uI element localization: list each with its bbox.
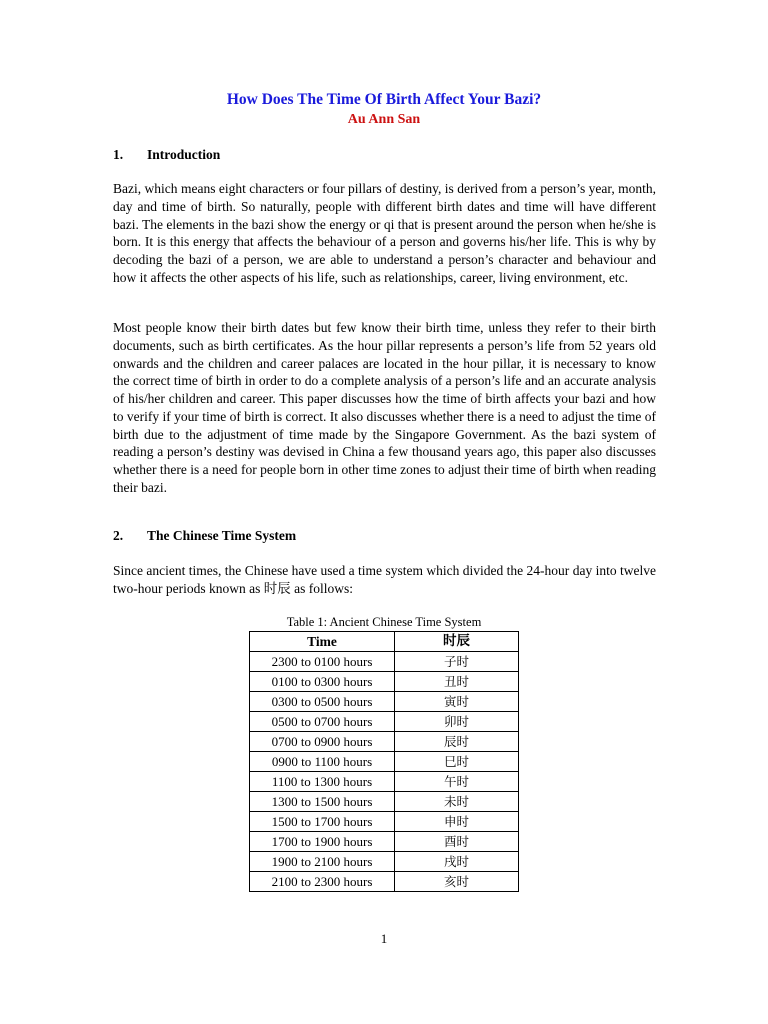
table-row [250,872,519,892]
time-cell: 2100 to 2300 hours [250,872,395,892]
time-cell: 1500 to 1700 hours [250,812,395,832]
table-row [250,812,519,832]
table-header-row [250,632,519,652]
shichen-cell: 未时 [395,792,519,812]
time-cell: 1300 to 1500 hours [250,792,395,812]
table-row [250,832,519,852]
time-cell: 0500 to 0700 hours [250,712,395,732]
section-heading-introduction [113,146,220,164]
shichen-cell: 子时 [395,652,519,672]
document-author: Au Ann San [347,112,421,127]
shichen-cell: 午时 [395,772,519,792]
header-time: Time [250,632,395,652]
table-caption: Table 1: Ancient Chinese Time System [286,615,482,629]
section-heading-time-system [113,527,296,545]
paragraph-time-system: Since ancient times, the Chinese have used a time system which divided the 24-hour day into twelve two-hour periods known as 时辰 as follows: [113,563,656,596]
time-cell: 0700 to 0900 hours [250,732,395,752]
shichen-cell: 卯时 [395,712,519,732]
time-cell: 0300 to 0500 hours [250,692,395,712]
section-number: 2. [113,528,124,543]
table-row [250,792,519,812]
table-row [250,652,519,672]
shichen-cell: 丑时 [395,672,519,692]
shichen-cell: 寅时 [395,692,519,712]
paragraph-intro-2: Most people know their birth dates but few know their birth time, unless they refer to their birth documents, such as birth certificates. As the hour pillar represents a person’s life from 52 years old onwards and the children and career palaces are located in the hour pillar, it is necessary to know the correct time of birth in order to do a complete analysis of a person’s life and an accurate analysis of his/her children and career. This paper discusses how the time of birth affects your bazi and how to verify if your time of birth is correct. It also discusses whether there is a need to adjust the time of birth due to the adjustment of time made by the Singapore Government. As the bazi system of reading a person’s destiny was devised in China a few thousand years ago, this paper also discusses whether there is a need for people born in other time zones to adjust their time of birth when reading their bazi. [113,320,656,495]
shichen-cell: 亥时 [395,872,519,892]
section-title: The Chinese Time System [147,528,297,543]
paragraph-intro-1: Bazi, which means eight characters or four pillars of destiny, is derived from a person’s year, month, day and time of birth. So naturally, people with different birth dates and time will have different bazi. The elements in the bazi show the energy or qi that is present around the person when he/she is born. It is this energy that affects the behaviour of a person and governs his/her life. This is why by decoding the bazi of a person, we are able to understand a person’s character and behaviour and how it affects the other aspects of his life, such as relationships, career, living environment, etc. [113,181,656,285]
table-row [250,732,519,752]
table-row [250,752,519,772]
section-title: Introduction [147,147,221,162]
header-shichen: 时辰 [395,632,519,652]
shichen-cell: 酉时 [395,832,519,852]
shichen-cell: 申时 [395,812,519,832]
page-number: 1 [380,931,388,946]
time-cell: 0900 to 1100 hours [250,752,395,772]
shichen-cell: 戌时 [395,852,519,872]
chinese-time-table [249,631,519,892]
table-row [250,692,519,712]
time-cell: 1100 to 1300 hours [250,772,395,792]
table-row [250,712,519,732]
table-row [250,672,519,692]
time-cell: 1900 to 2100 hours [250,852,395,872]
shichen-cell: 巳时 [395,752,519,772]
time-cell: 1700 to 1900 hours [250,832,395,852]
section-number: 1. [113,147,124,162]
document-title: How Does The Time Of Birth Affect Your Bazi? [226,91,542,108]
table-row [250,852,519,872]
shichen-cell: 辰时 [395,732,519,752]
time-cell: 2300 to 0100 hours [250,652,395,672]
time-cell: 0100 to 0300 hours [250,672,395,692]
table-row [250,772,519,792]
